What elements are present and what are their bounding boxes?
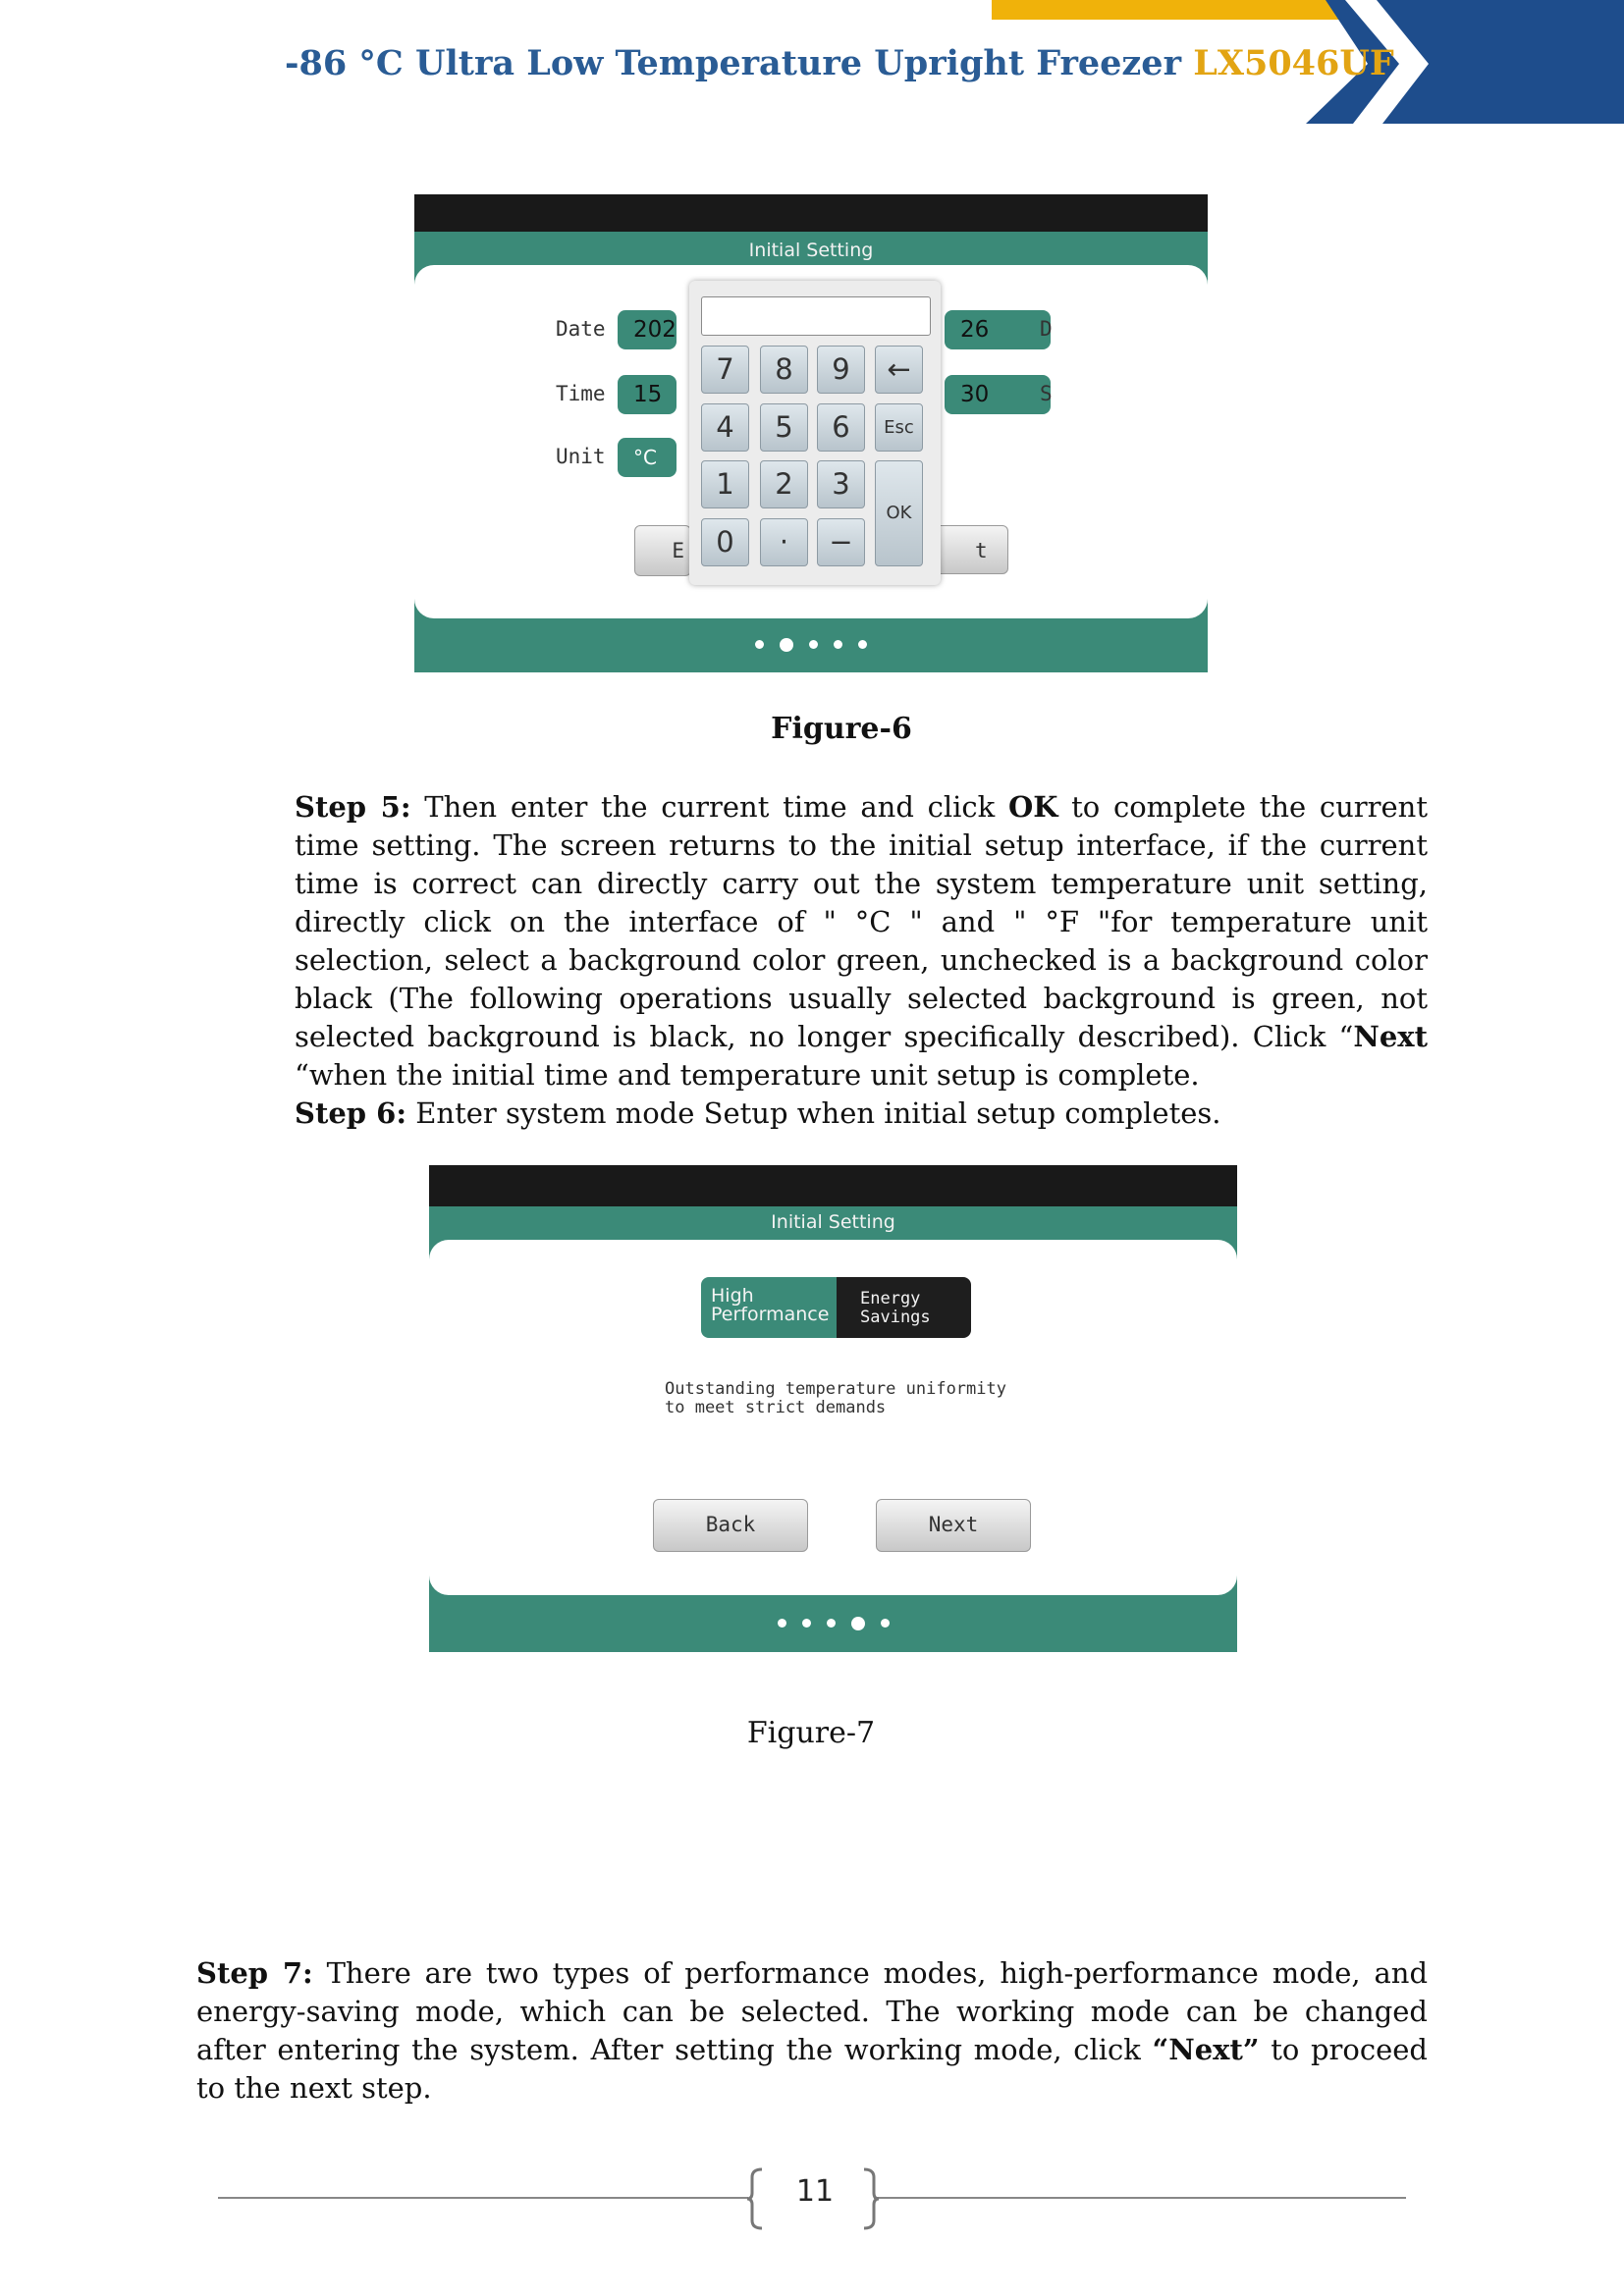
page-dot [858,640,867,649]
step-5-text-3: “when the initial time and temperature unit setup is complete. [295,1058,1200,1092]
date-label: Date [556,317,606,341]
step-7-label: Step 7: [196,1956,313,1990]
keypad-key[interactable]: Esc [875,403,923,452]
keypad-key[interactable]: ← [875,346,923,394]
step-6-text: Enter system mode Setup when initial setup completes. [406,1096,1221,1130]
step-7-text-2: to proceed to the next step. [196,2033,1428,2105]
keypad-key[interactable]: 2 [760,460,808,508]
screen-title: Initial Setting [771,1211,895,1233]
keypad-key[interactable]: 1 [701,460,749,508]
time-hour-field[interactable]: 15 [618,375,677,414]
back-button[interactable]: Back [653,1499,808,1552]
keypad-key[interactable]: · [760,518,808,566]
page-dot [834,640,842,649]
footer-line-right [874,2197,1406,2199]
screen-top-bar [414,194,1208,232]
page-dot [881,1619,890,1628]
mode-high-line1: High [711,1285,754,1307]
time-suffix: S [1040,382,1053,405]
step-5-label: Step 5: [295,790,411,824]
next-button[interactable]: t [935,525,1008,574]
keypad-key[interactable]: 0 [701,518,749,566]
keypad-key[interactable]: 4 [701,403,749,452]
page-dot [802,1619,811,1628]
document-title [285,43,1394,83]
page-dot [755,640,764,649]
time-minute-field[interactable]: 30 [945,375,1051,414]
back-button[interactable]: E [634,525,691,576]
mode-panel [429,1240,1237,1595]
numeric-keypad [689,281,941,585]
mode-high-line2: Performance [711,1304,830,1325]
time-label: Time [556,382,606,405]
page-dot [809,640,818,649]
keypad-input[interactable] [701,296,931,336]
keypad-key[interactable]: 7 [701,346,749,394]
mode-energy-line2: Savings [860,1308,931,1327]
page-dot [778,1619,786,1628]
step-6-label: Step 6: [295,1096,407,1130]
next-button[interactable]: Next [876,1499,1031,1552]
footer-line-left [218,2197,748,2199]
date-year-field[interactable]: 202 [618,310,677,349]
keypad-key[interactable]: 8 [760,346,808,394]
description-line2: to meet strict demands [665,1398,887,1417]
left-bracket-icon [746,2167,766,2230]
step-7-text-1: There are two types of performance modes, high-performance mode, and energy-saving mode, which can be selected. The working mode can be changed after entering the system. After setting the working mode, click [196,1956,1429,2066]
keypad-key[interactable]: − [817,518,865,566]
step-5-text-1: Then enter the current time and click [410,790,1008,824]
screen-top-bar [429,1165,1237,1206]
mode-energy-line1: Energy [860,1289,921,1308]
keypad-key[interactable]: 6 [817,403,865,452]
page-indicator [414,631,1208,655]
model-number: LX5046UF [1193,43,1394,83]
title-text: -86 °C Ultra Low Temperature Upright Freezer [285,43,1182,83]
page-dot [827,1619,836,1628]
date-suffix: D [1040,317,1053,341]
step-7-next: “Next” [1152,2033,1260,2066]
keypad-key[interactable]: 3 [817,460,865,508]
step-5-text-2: to complete the current time setting. The screen returns to the initial setup interface, if the current time is correct can directly carry out the system temperature unit setting, directly click on the interface of " °C " and " °F "for temperature unit selection, select a background color green, unchecked is a background color black (The following operations usually selected background is green, not selected background is black, no longer specifically described). Click “ [295,790,1429,1053]
keypad-key[interactable]: 9 [817,346,865,394]
step-5-paragraph [295,788,1428,1133]
description-line1: Outstanding temperature uniformity [665,1379,1006,1399]
date-day-field[interactable]: 26 [945,310,1051,349]
step-5-ok: OK [1007,790,1058,824]
figure-6-caption: Figure-6 [771,712,912,746]
page-dot-active [780,638,793,652]
figure-7-caption: Figure-7 [746,1716,876,1750]
energy-savings-mode-button[interactable] [837,1277,971,1338]
keypad-key[interactable]: 5 [760,403,808,452]
keypad-key[interactable]: OK [875,460,923,566]
step-5-next: Next [1353,1020,1428,1053]
screen-title: Initial Setting [748,240,874,261]
right-bracket-icon [860,2167,880,2230]
step-7-paragraph [196,1954,1428,2108]
unit-celsius-button[interactable]: °C [618,438,677,477]
page-indicator [429,1610,1237,1633]
figure-6-screen [414,194,1208,672]
mode-description [665,1380,1006,1417]
page-number: 11 [795,2174,835,2209]
unit-label: Unit [556,445,606,468]
high-performance-mode-button[interactable] [701,1277,837,1338]
figure-7-screen [429,1165,1237,1652]
page-dot-active [851,1617,865,1630]
